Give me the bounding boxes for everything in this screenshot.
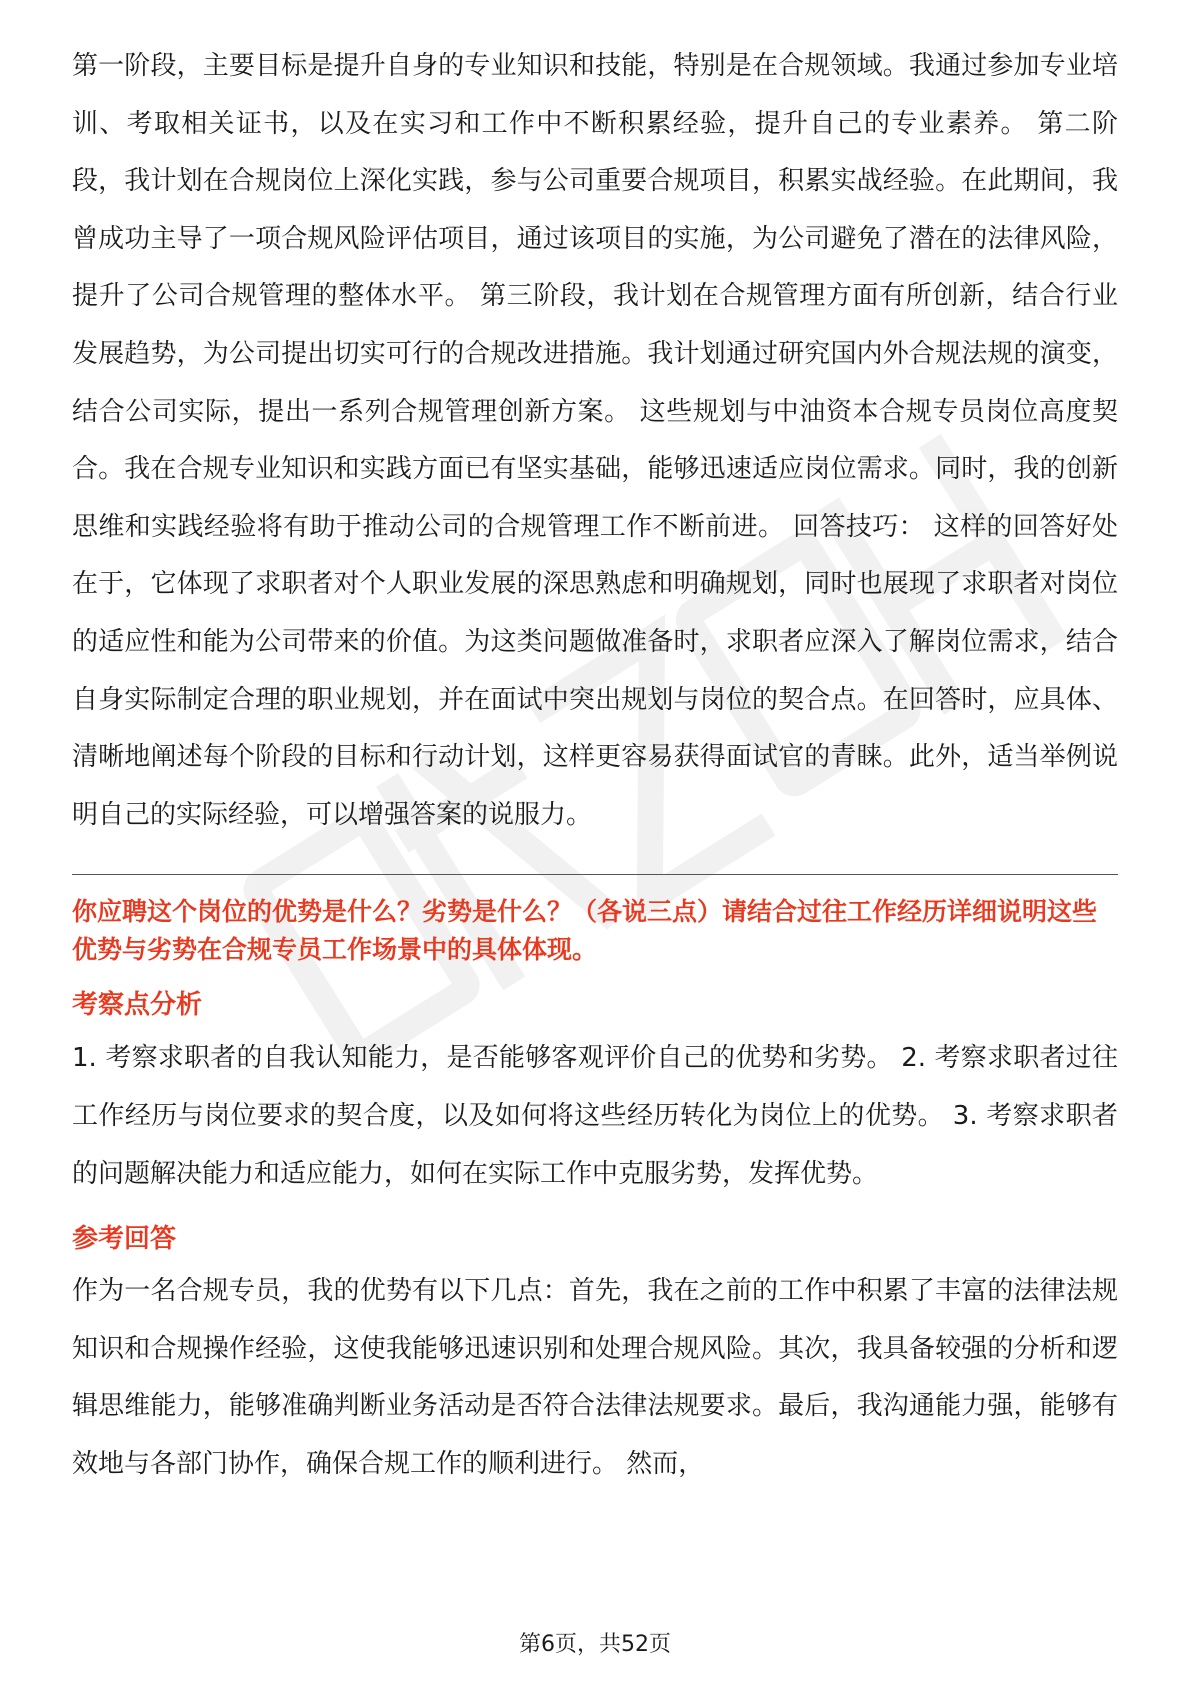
- page-number: 第6页，共52页: [519, 1632, 671, 1657]
- document-page: [72, 38, 1118, 1493]
- question-title: 你应聘这个岗位的优势是什么？劣势是什么？（各说三点）请结合过往工作经历详细说明这些优势与劣势在合规专员工作场景中的具体体现。: [72, 897, 1098, 965]
- answer-paragraph: 作为一名合规专员，我的优势有以下几点：首先，我在之前的工作中积累了丰富的法律法规知识和合规操作经验，这使我能够迅速识别和处理合规风险。其次，我具备较强的分析和逻辑思维能力，能够准确判断业务活动是否符合法律法规要求。最后，我沟通能力强，能够有效地与各部门协作，确保合规工作的顺利进行。 然而，: [72, 1276, 1118, 1479]
- section-divider: [72, 874, 1118, 875]
- intro-paragraph: 第一阶段，主要目标是提升自身的专业知识和技能，特别是在合规领域。我通过参加专业培训、考取相关证书，以及在实习和工作中不断积累经验，提升自己的专业素养。 第二阶段，我计划在合规岗位上深化实践，参与公司重要合规项目，积累实战经验。在此期间，我曾成功主导了一项合规风险评估项目，通过该项目的实施，为公司避免了潜在的法律风险，提升了公司合规管理的整体水平。 第三阶段，我计划在合规管理方面有所创新，结合行业发展趋势，为公司提出切实可行的合规改进措施。我计划通过研究国内外合规法规的演变，结合公司实际，提出一系列合规管理创新方案。 这些规划与中油资本合规专员岗位高度契合。我在合规专业知识和实践方面已有坚实基础，能够迅速适应岗位需求。同时，我的创新思维和实践经验将有助于推动公司的合规管理工作不断前进。 回答技巧： 这样的回答好处在于，它体现了求职者对个人职业发展的深思熟虑和明确规划，同时也展现了求职者对岗位的适应性和能为公司带来的价值。为这类问题做准备时，求职者应深入了解岗位需求，结合自身实际制定合理的职业规划，并在面试中突出规划与岗位的契合点。在回答时，应具体、清晰地阐述每个阶段的目标和行动计划，这样更容易获得面试官的青睐。此外，适当举例说明自己的实际经验，可以增强答案的说服力。: [72, 51, 1118, 830]
- analysis-paragraph: 1. 考察求职者的自我认知能力，是否能够客观评价自己的优势和劣势。 2. 考察求职者过往工作经历与岗位要求的契合度，以及如何将这些经历转化为岗位上的优势。 3. 考察求职者的问题解决能力和适应能力，如何在实际工作中克服劣势，发挥优势。: [72, 1043, 1118, 1190]
- analysis-heading: 考察点分析: [72, 990, 203, 1021]
- answer-heading: 参考回答: [72, 1224, 177, 1255]
